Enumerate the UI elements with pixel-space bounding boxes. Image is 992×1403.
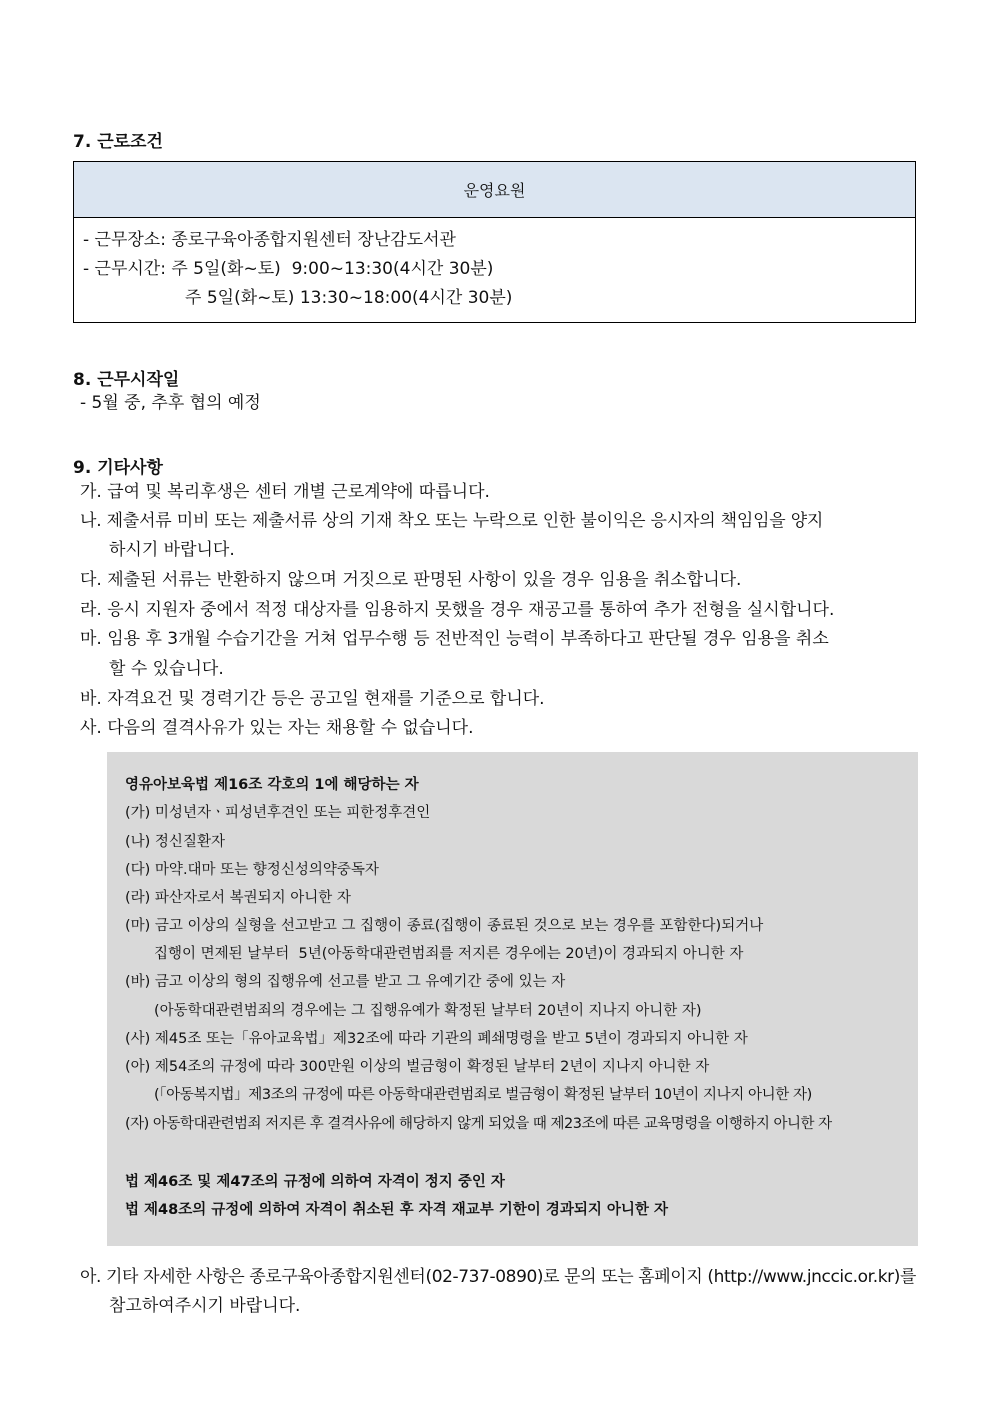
item-a: 아. 기타 자세한 사항은 종로구육아종합지원센터(02-737-0890)로 문의 또는 홈페이지 (http://www.jnccic.or.kr)를 — [80, 1267, 917, 1287]
item-sa: 사. 다음의 결격사유가 있는 자는 채용할 수 없습니다. — [80, 718, 474, 738]
disqualify-item: (가) 미성년자ㆍ피성년후견인 또는 피한정후견인 — [125, 805, 431, 821]
item-na-cont: 하시기 바랍니다. — [109, 540, 235, 560]
item-ra: 라. 응시 지원자 중에서 적정 대상자를 임용하지 못했을 경우 재공고를 통하여 추가 전형을 실시합니다. — [80, 600, 835, 620]
table-header-label: 운영요원 — [463, 181, 526, 200]
section-8-title: 8. 근무시작일 — [73, 370, 180, 390]
start-date-line: - 5월 중, 추후 협의 예정 — [80, 393, 261, 413]
disqualify-item: (다) 마약.대마 또는 향정신성의약중독자 — [125, 862, 379, 878]
disqualify-item: (마) 금고 이상의 실형을 선고받고 그 집행이 종료(집행이 종료된 것으로 보는 경우를 포함한다)되거나 — [125, 918, 764, 934]
item-ma: 마. 임용 후 3개월 수습기간을 거쳐 업무수행 등 전반적인 능력이 부족하다고 판단될 경우 임용을 취소 — [80, 629, 829, 649]
disqualify-item: (사) 제45조 또는「유아교육법」제32조에 따라 기관의 폐쇄명령을 받고 5년이 경과되지 아니한 자 — [125, 1031, 748, 1047]
disqualify-heading: 영유아보육법 제16조 각호의 1에 해당하는 자 — [125, 777, 419, 793]
disqualify-law-48: 법 제48조의 규정에 의하여 자격이 취소된 후 자격 재교부 기한이 경과되지 아니한 자 — [125, 1202, 668, 1218]
disqualification-box — [107, 752, 918, 1246]
work-location-row: - 근무장소: 종로구육아종합지원센터 장난감도서관 — [83, 230, 456, 250]
work-hours-row: - 근무시간: 주 5일(화~토) 9:00~13:30(4시간 30분) — [83, 259, 494, 279]
disqualify-item: (바) 금고 이상의 형의 집행유예 선고를 받고 그 유예기간 중에 있는 자 — [125, 974, 566, 990]
item-ga: 가. 급여 및 복리후생은 센터 개별 근로계약에 따릅니다. — [80, 482, 490, 502]
disqualify-item: (나) 정신질환자 — [125, 834, 225, 850]
disqualify-item: (자) 아동학대관련범죄 저지른 후 결격사유에 해당하지 않게 되었을 때 제23조에 따른 교육명령을 이행하지 아니한 자 — [125, 1116, 832, 1132]
work-conditions-table — [73, 161, 916, 323]
disqualify-law-46-47: 법 제46조 및 제47조의 규정에 의하여 자격이 정지 중인 자 — [125, 1174, 505, 1190]
section-7-title: 7. 근로조건 — [73, 132, 163, 152]
item-ba: 바. 자격요건 및 경력기간 등은 공고일 현재를 기준으로 합니다. — [80, 689, 545, 709]
item-da: 다. 제출된 서류는 반환하지 않으며 거짓으로 판명된 사항이 있을 경우 임용을 취소합니다. — [80, 570, 742, 590]
work-hours-row-2: 주 5일(화~토) 13:30~18:00(4시간 30분) — [185, 288, 513, 308]
item-a-cont: 참고하여주시기 바랍니다. — [109, 1296, 301, 1316]
section-9-title: 9. 기타사항 — [73, 458, 163, 478]
disqualify-item: (아) 제54조의 규정에 따라 300만원 이상의 벌금형이 확정된 날부터 2년이 지나지 아니한 자 — [125, 1059, 710, 1075]
disqualify-item: (라) 파산자로서 복권되지 아니한 자 — [125, 890, 351, 906]
disqualify-item-cont: (「아동복지법」제3조의 규정에 따른 아동학대관련범죄로 벌금형이 확정된 날부터 10년이 지나지 아니한 자) — [154, 1087, 812, 1103]
table-header — [74, 162, 915, 218]
disqualify-item-cont: 집행이 면제된 날부터 5년(아동학대관련범죄를 저지른 경우에는 20년)이 경과되지 아니한 자 — [154, 946, 744, 962]
disqualify-item-cont: (아동학대관련범죄의 경우에는 그 집행유예가 확정된 날부터 20년이 지나지 아니한 자) — [154, 1003, 702, 1019]
item-na: 나. 제출서류 미비 또는 제출서류 상의 기재 착오 또는 누락으로 인한 불이익은 응시자의 책임임을 양지 — [80, 511, 824, 531]
item-ma-cont: 할 수 있습니다. — [109, 659, 224, 679]
